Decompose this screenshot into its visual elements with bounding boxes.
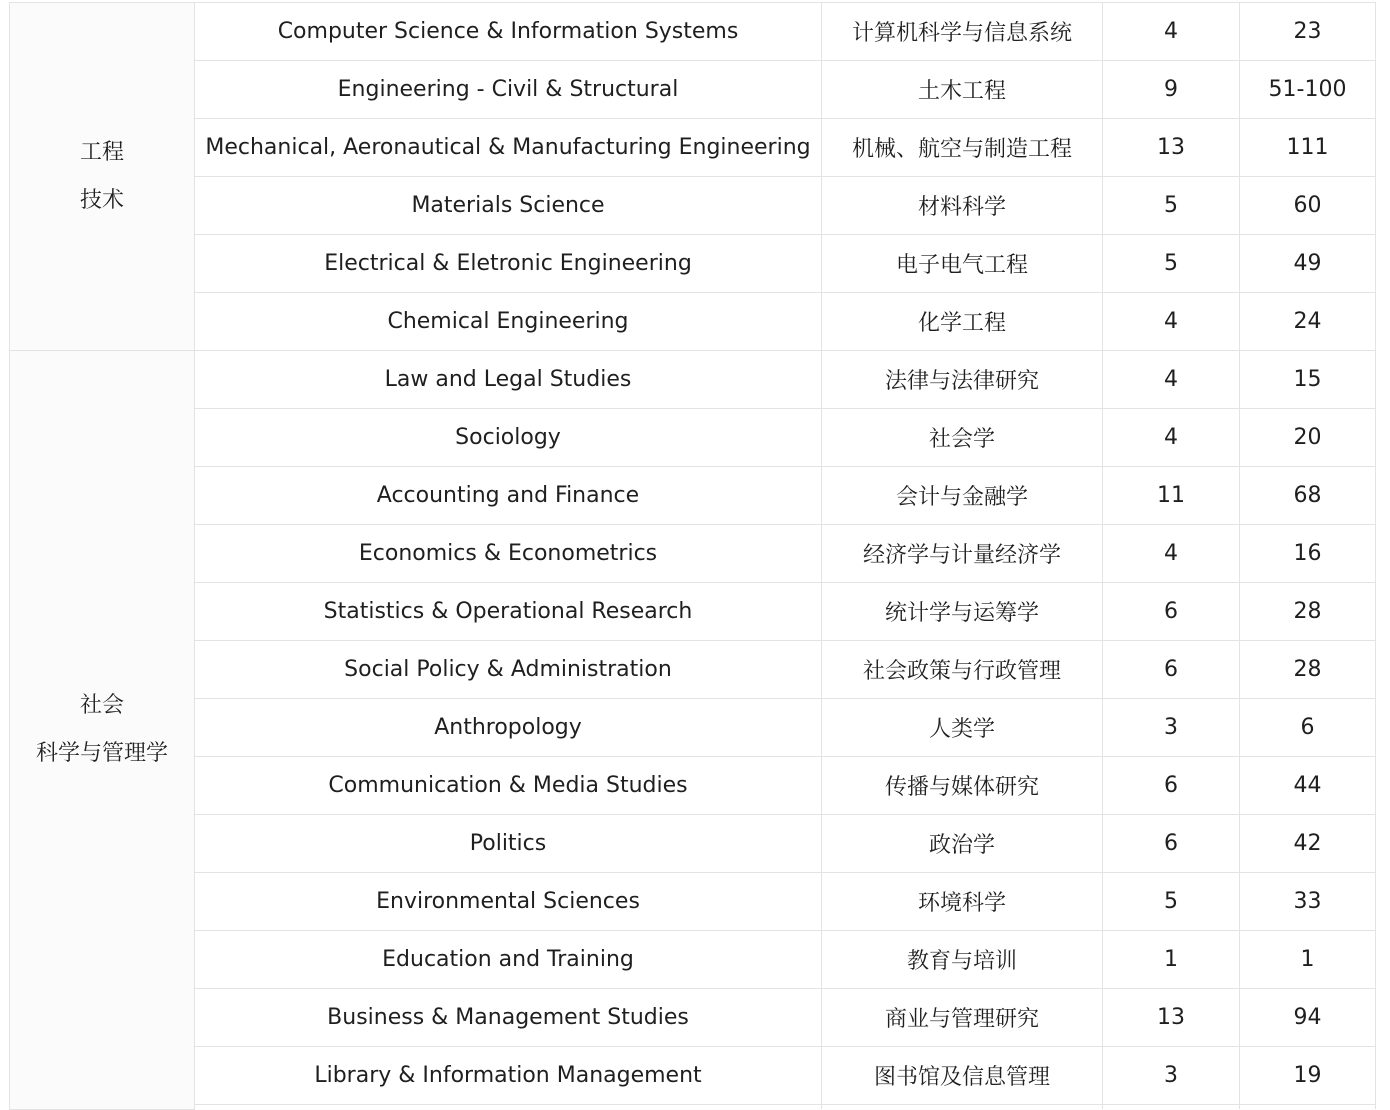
rank-cell: 68: [1240, 467, 1376, 525]
subject-en-cell: Communication & Media Studies: [195, 757, 822, 815]
subject-en-cell: Library & Information Management: [195, 1047, 822, 1105]
count-cell: 1: [1103, 931, 1240, 989]
rank-cell: 28: [1240, 583, 1376, 641]
subject-en-cell: Accounting and Finance: [195, 467, 822, 525]
count-cell: 9: [1103, 61, 1240, 119]
subject-en-cell: Sociology: [195, 409, 822, 467]
category-cell: [10, 3, 195, 351]
rank-cell: 1: [1240, 931, 1376, 989]
rank-cell: 23: [1240, 3, 1376, 61]
table-row: [10, 61, 1376, 119]
table-row: [10, 525, 1376, 583]
subject-zh-cell: 机械、航空与制造工程: [822, 119, 1103, 177]
count-cell: 4: [1103, 293, 1240, 351]
count-cell: 4: [1103, 409, 1240, 467]
subject-en-cell: Business & Management Studies: [195, 989, 822, 1047]
subject-en-cell: Environmental Sciences: [195, 873, 822, 931]
table-row: [10, 583, 1376, 641]
count-cell: 13: [1103, 119, 1240, 177]
subject-zh-cell: 化学工程: [822, 293, 1103, 351]
subject-en-cell: Electrical & Eletronic Engineering: [195, 235, 822, 293]
rank-cell: 20: [1240, 409, 1376, 467]
subject-zh-cell: 政治学: [822, 815, 1103, 873]
empty-cell: [1103, 1105, 1240, 1110]
subject-zh-cell: 法律与法律研究: [822, 351, 1103, 409]
subject-en-cell: Law and Legal Studies: [195, 351, 822, 409]
table-row: [10, 815, 1376, 873]
category-label-line1: 工程: [79, 139, 124, 165]
count-cell: 11: [1103, 467, 1240, 525]
count-cell: 5: [1103, 177, 1240, 235]
table-row: [10, 235, 1376, 293]
subject-zh-cell: 经济学与计量经济学: [822, 525, 1103, 583]
table-row: [10, 119, 1376, 177]
subject-en-cell: Social Policy & Administration: [195, 641, 822, 699]
subject-en-cell: Materials Science: [195, 177, 822, 235]
empty-cell: [1240, 1105, 1376, 1110]
count-cell: 3: [1103, 1047, 1240, 1105]
subject-en-cell: Economics & Econometrics: [195, 525, 822, 583]
table-row-partial: [10, 1105, 1376, 1110]
subject-zh-cell: 图书馆及信息管理: [822, 1047, 1103, 1105]
rank-cell: 15: [1240, 351, 1376, 409]
subject-en-cell: Anthropology: [195, 699, 822, 757]
subject-zh-cell: 计算机科学与信息系统: [822, 3, 1103, 61]
table-row: [10, 641, 1376, 699]
table-row: [10, 989, 1376, 1047]
empty-cell: [822, 1105, 1103, 1110]
rank-cell: 33: [1240, 873, 1376, 931]
count-cell: 5: [1103, 235, 1240, 293]
subject-zh-cell: 会计与金融学: [822, 467, 1103, 525]
table-row: [10, 1047, 1376, 1105]
rank-cell: 51-100: [1240, 61, 1376, 119]
subject-en-cell: Politics: [195, 815, 822, 873]
table-row: [10, 177, 1376, 235]
count-cell: 6: [1103, 583, 1240, 641]
rank-cell: 16: [1240, 525, 1376, 583]
subject-ranking-table: [9, 2, 1376, 1110]
table-row: [10, 409, 1376, 467]
subject-zh-cell: 教育与培训: [822, 931, 1103, 989]
count-cell: 4: [1103, 3, 1240, 61]
count-cell: 5: [1103, 873, 1240, 931]
rank-cell: 24: [1240, 293, 1376, 351]
rank-cell: 44: [1240, 757, 1376, 815]
table-row: [10, 293, 1376, 351]
subject-en-cell: Mechanical, Aeronautical & Manufacturing Engineering: [195, 119, 822, 177]
category-label-line2: 科学与管理学: [35, 740, 168, 766]
count-cell: 3: [1103, 699, 1240, 757]
rank-cell: 6: [1240, 699, 1376, 757]
rank-cell: 111: [1240, 119, 1376, 177]
subject-zh-cell: 社会政策与行政管理: [822, 641, 1103, 699]
rank-cell: 28: [1240, 641, 1376, 699]
count-cell: 6: [1103, 757, 1240, 815]
count-cell: 4: [1103, 351, 1240, 409]
subject-zh-cell: 社会学: [822, 409, 1103, 467]
table-body: [10, 3, 1376, 1110]
count-cell: 4: [1103, 525, 1240, 583]
subject-zh-cell: 土木工程: [822, 61, 1103, 119]
subject-zh-cell: 传播与媒体研究: [822, 757, 1103, 815]
table-row: [10, 873, 1376, 931]
category-label-line1: 社会: [79, 692, 124, 718]
subject-zh-cell: 人类学: [822, 699, 1103, 757]
subject-en-cell: Computer Science & Information Systems: [195, 3, 822, 61]
count-cell: 6: [1103, 815, 1240, 873]
category-cell: [10, 351, 195, 1110]
empty-cell: [195, 1105, 822, 1110]
table-row: [10, 757, 1376, 815]
subject-en-cell: Statistics & Operational Research: [195, 583, 822, 641]
subject-zh-cell: 统计学与运筹学: [822, 583, 1103, 641]
rank-cell: 19: [1240, 1047, 1376, 1105]
count-cell: 6: [1103, 641, 1240, 699]
subject-en-cell: Education and Training: [195, 931, 822, 989]
table-row: [10, 699, 1376, 757]
count-cell: 13: [1103, 989, 1240, 1047]
table-row: [10, 351, 1376, 409]
subject-zh-cell: 材料科学: [822, 177, 1103, 235]
rank-cell: 42: [1240, 815, 1376, 873]
rank-cell: 94: [1240, 989, 1376, 1047]
table-row: [10, 931, 1376, 989]
category-label-line2: 技术: [79, 187, 124, 213]
rank-cell: 60: [1240, 177, 1376, 235]
subject-zh-cell: 电子电气工程: [822, 235, 1103, 293]
subject-zh-cell: 环境科学: [822, 873, 1103, 931]
subject-en-cell: Chemical Engineering: [195, 293, 822, 351]
table-row: [10, 3, 1376, 61]
subject-en-cell: Engineering - Civil & Structural: [195, 61, 822, 119]
table-row: [10, 467, 1376, 525]
rank-cell: 49: [1240, 235, 1376, 293]
subject-zh-cell: 商业与管理研究: [822, 989, 1103, 1047]
